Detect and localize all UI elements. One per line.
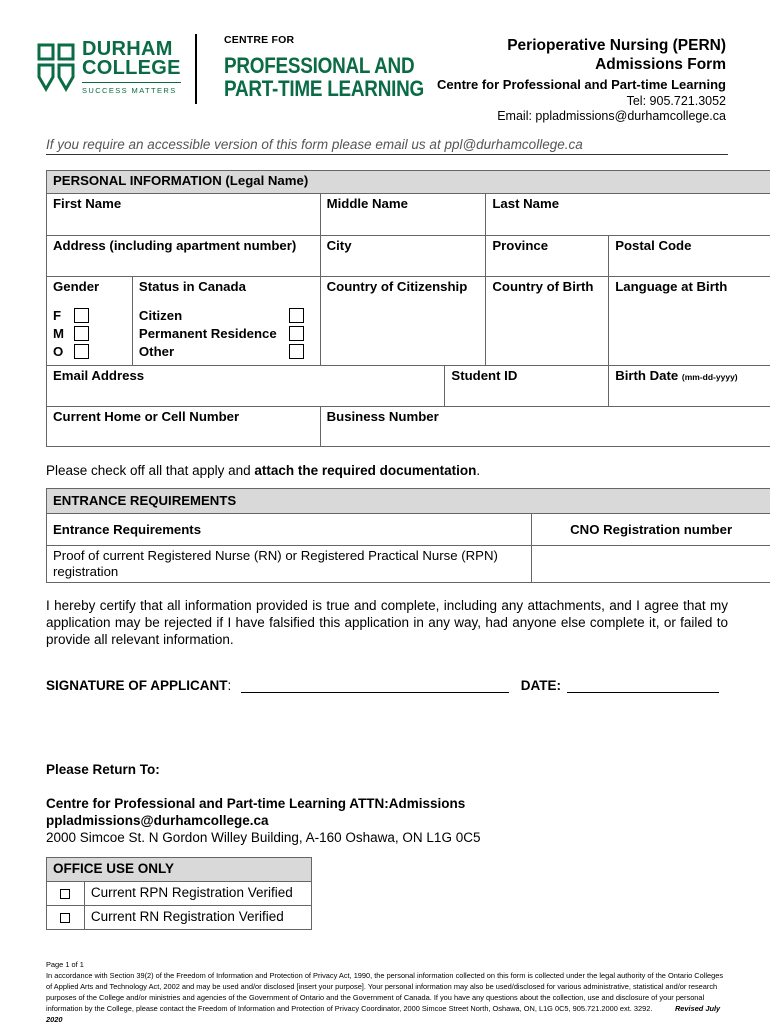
status-other-label: Other: [138, 344, 175, 359]
language-birth-label: Language at Birth: [615, 279, 728, 294]
gender-option-m-label: M: [53, 326, 64, 341]
checkbox-icon: [60, 913, 70, 923]
business-number-label: Business Number: [326, 409, 439, 424]
middle-name-field[interactable]: [320, 194, 486, 236]
status-citizen-label: Citizen: [138, 308, 183, 323]
durham-college-logo: [37, 40, 197, 96]
status-field: [132, 277, 320, 366]
form-subtitle: Admissions Form: [595, 56, 726, 73]
revised-date: Revised July 2020: [46, 1004, 721, 1024]
city-field[interactable]: [320, 236, 486, 277]
contact-phone: Tel: 905.721.3052: [626, 94, 726, 108]
province-label: Province: [492, 238, 549, 253]
signature-label: SIGNATURE OF APPLICANT: [46, 678, 228, 693]
gender-option-o-checkbox[interactable]: [74, 344, 89, 359]
centre-logo: [224, 34, 457, 100]
student-id-field[interactable]: [445, 366, 609, 407]
centre-line-2: PART-TIME LEARNING: [224, 76, 424, 101]
logo-tagline: SUCCESS MATTERS: [82, 82, 181, 95]
country-citizenship-field[interactable]: [320, 277, 486, 366]
entrance-requirements-table: [46, 488, 770, 583]
birth-date-format: (mm-dd-yyyy): [681, 372, 738, 382]
centre-small-text: CENTRE FOR: [224, 34, 295, 46]
instruction-suffix: .: [476, 463, 481, 478]
privacy-notice-text: In accordance with Section 39(2) of the Freedom of Information and Protection of Privacy Act, 1990, the personal information collected on this form is collected under the legal authority of the Ontario Colleges of Applied Arts and Technology Act, 2002 and may be used and/or disclosed [insert your purpose]. Your personal information may also be used/disclosed for various administrative, statistical and/or research purposes of the College and/or ministries and agencies of the Government of Ontario and the Government of Canada. If you have any questions about the collection, use and disclosure of your personal information by the College, please contact the Freedom of Information and Protection of Privacy Coordinator, 2000 Simcoe Street North, Oshawa, ON, L1G 0C5, 905.721.2000 ext. 3292.: [46, 971, 724, 1013]
office-rpn-label: Current RPN Registration Verified: [84, 882, 311, 906]
gender-option-m-checkbox[interactable]: [74, 326, 89, 341]
email-field[interactable]: [47, 366, 445, 407]
status-permanent-label: Permanent Residence: [138, 326, 277, 341]
accessibility-note: If you require an accessible version of this form please email us at ppl@durhamcollege.ca: [46, 137, 728, 155]
entrance-col-cno: CNO Registration number: [532, 514, 770, 546]
gender-option-f-label: F: [53, 308, 62, 323]
status-permanent-checkbox[interactable]: [289, 326, 304, 341]
entrance-section-title: ENTRANCE REQUIREMENTS: [47, 489, 770, 514]
status-citizen-checkbox[interactable]: [289, 308, 304, 323]
country-citizenship-label: Country of Citizenship: [326, 279, 468, 294]
entrance-col-requirements: Entrance Requirements: [47, 514, 532, 546]
college-shield-icon: [37, 43, 75, 93]
email-label: Email Address: [53, 368, 145, 383]
contact-email: Email: ppladmissions@durhamcollege.ca: [497, 109, 726, 123]
instruction-prefix: Please check off all that apply and: [46, 463, 255, 478]
office-use-title: OFFICE USE ONLY: [47, 858, 312, 882]
personal-section-title: PERSONAL INFORMATION (Legal Name): [47, 171, 770, 194]
gender-label: Gender: [53, 279, 100, 294]
gender-option-f-checkbox[interactable]: [74, 308, 89, 323]
postal-code-label: Postal Code: [615, 238, 692, 253]
certification-statement: I hereby certify that all information provided is true and complete, including any attachments, and I agree that my application may be rejected if I have falsified this application in any way, had anyone else complete it, or failed to provide all relevant information.: [46, 598, 728, 647]
entrance-requirement-text: Proof of current Registered Nurse (RN) or Registered Practical Nurse (RPN) registration: [47, 546, 532, 583]
office-rpn-checkbox[interactable]: [47, 882, 85, 906]
centre-line-1: PROFESSIONAL AND: [224, 53, 415, 78]
office-rn-checkbox[interactable]: [47, 906, 85, 930]
office-rn-label: Current RN Registration Verified: [84, 906, 311, 930]
personal-information-table: [46, 170, 770, 447]
first-name-field[interactable]: [47, 194, 321, 236]
signature-line[interactable]: [241, 692, 509, 693]
status-other-checkbox[interactable]: [289, 344, 304, 359]
business-number-field[interactable]: [320, 407, 770, 447]
postal-code-field[interactable]: [609, 236, 770, 277]
gender-option-o-label: O: [53, 344, 64, 359]
home-phone-field[interactable]: [47, 407, 321, 447]
return-email: ppladmissions@durhamcollege.ca: [46, 813, 269, 828]
date-label: DATE:: [520, 678, 562, 693]
status-label: Status in Canada: [138, 279, 246, 294]
birth-date-label: Birth Date: [615, 368, 679, 383]
signature-colon: :: [227, 678, 232, 693]
date-line[interactable]: [567, 692, 719, 693]
checkbox-icon: [60, 889, 70, 899]
gender-field: [47, 277, 133, 366]
province-field[interactable]: [486, 236, 609, 277]
student-id-label: Student ID: [451, 368, 518, 383]
documentation-instruction: [46, 463, 480, 478]
header-divider: [195, 34, 197, 104]
form-title: Perioperative Nursing (PERN): [507, 37, 726, 54]
signature-row: [46, 678, 719, 693]
office-use-table: [46, 857, 312, 930]
privacy-notice: [46, 970, 730, 1024]
logo-line-college: COLLEGE: [82, 57, 181, 79]
department-name: Centre for Professional and Part-time Learning: [437, 77, 726, 92]
home-phone-label: Current Home or Cell Number: [53, 409, 240, 424]
middle-name-label: Middle Name: [326, 196, 408, 211]
first-name-label: First Name: [53, 196, 122, 211]
country-birth-label: Country of Birth: [492, 279, 594, 294]
address-field[interactable]: [47, 236, 321, 277]
page-number: Page 1 of 1: [46, 960, 84, 969]
logo-line-durham: DURHAM: [82, 38, 173, 60]
footer: [46, 959, 730, 1024]
city-label: City: [326, 238, 352, 253]
language-birth-field[interactable]: [609, 277, 770, 366]
return-address: 2000 Simcoe St. N Gordon Willey Building, A-160 Oshawa, ON L1G 0C5: [46, 830, 481, 845]
return-address-block: [46, 761, 480, 846]
return-heading: Please Return To:: [46, 762, 160, 777]
last-name-field[interactable]: [486, 194, 770, 236]
last-name-label: Last Name: [492, 196, 560, 211]
birth-date-field[interactable]: [609, 366, 770, 407]
return-line-1: Centre for Professional and Part-time Learning ATTN:Admissions: [46, 796, 466, 811]
form-title-block: [437, 36, 726, 123]
country-birth-field[interactable]: [486, 277, 609, 366]
instruction-bold: attach the required documentation: [254, 463, 477, 478]
address-label: Address (including apartment number): [53, 238, 297, 253]
cno-registration-field[interactable]: [532, 546, 770, 583]
